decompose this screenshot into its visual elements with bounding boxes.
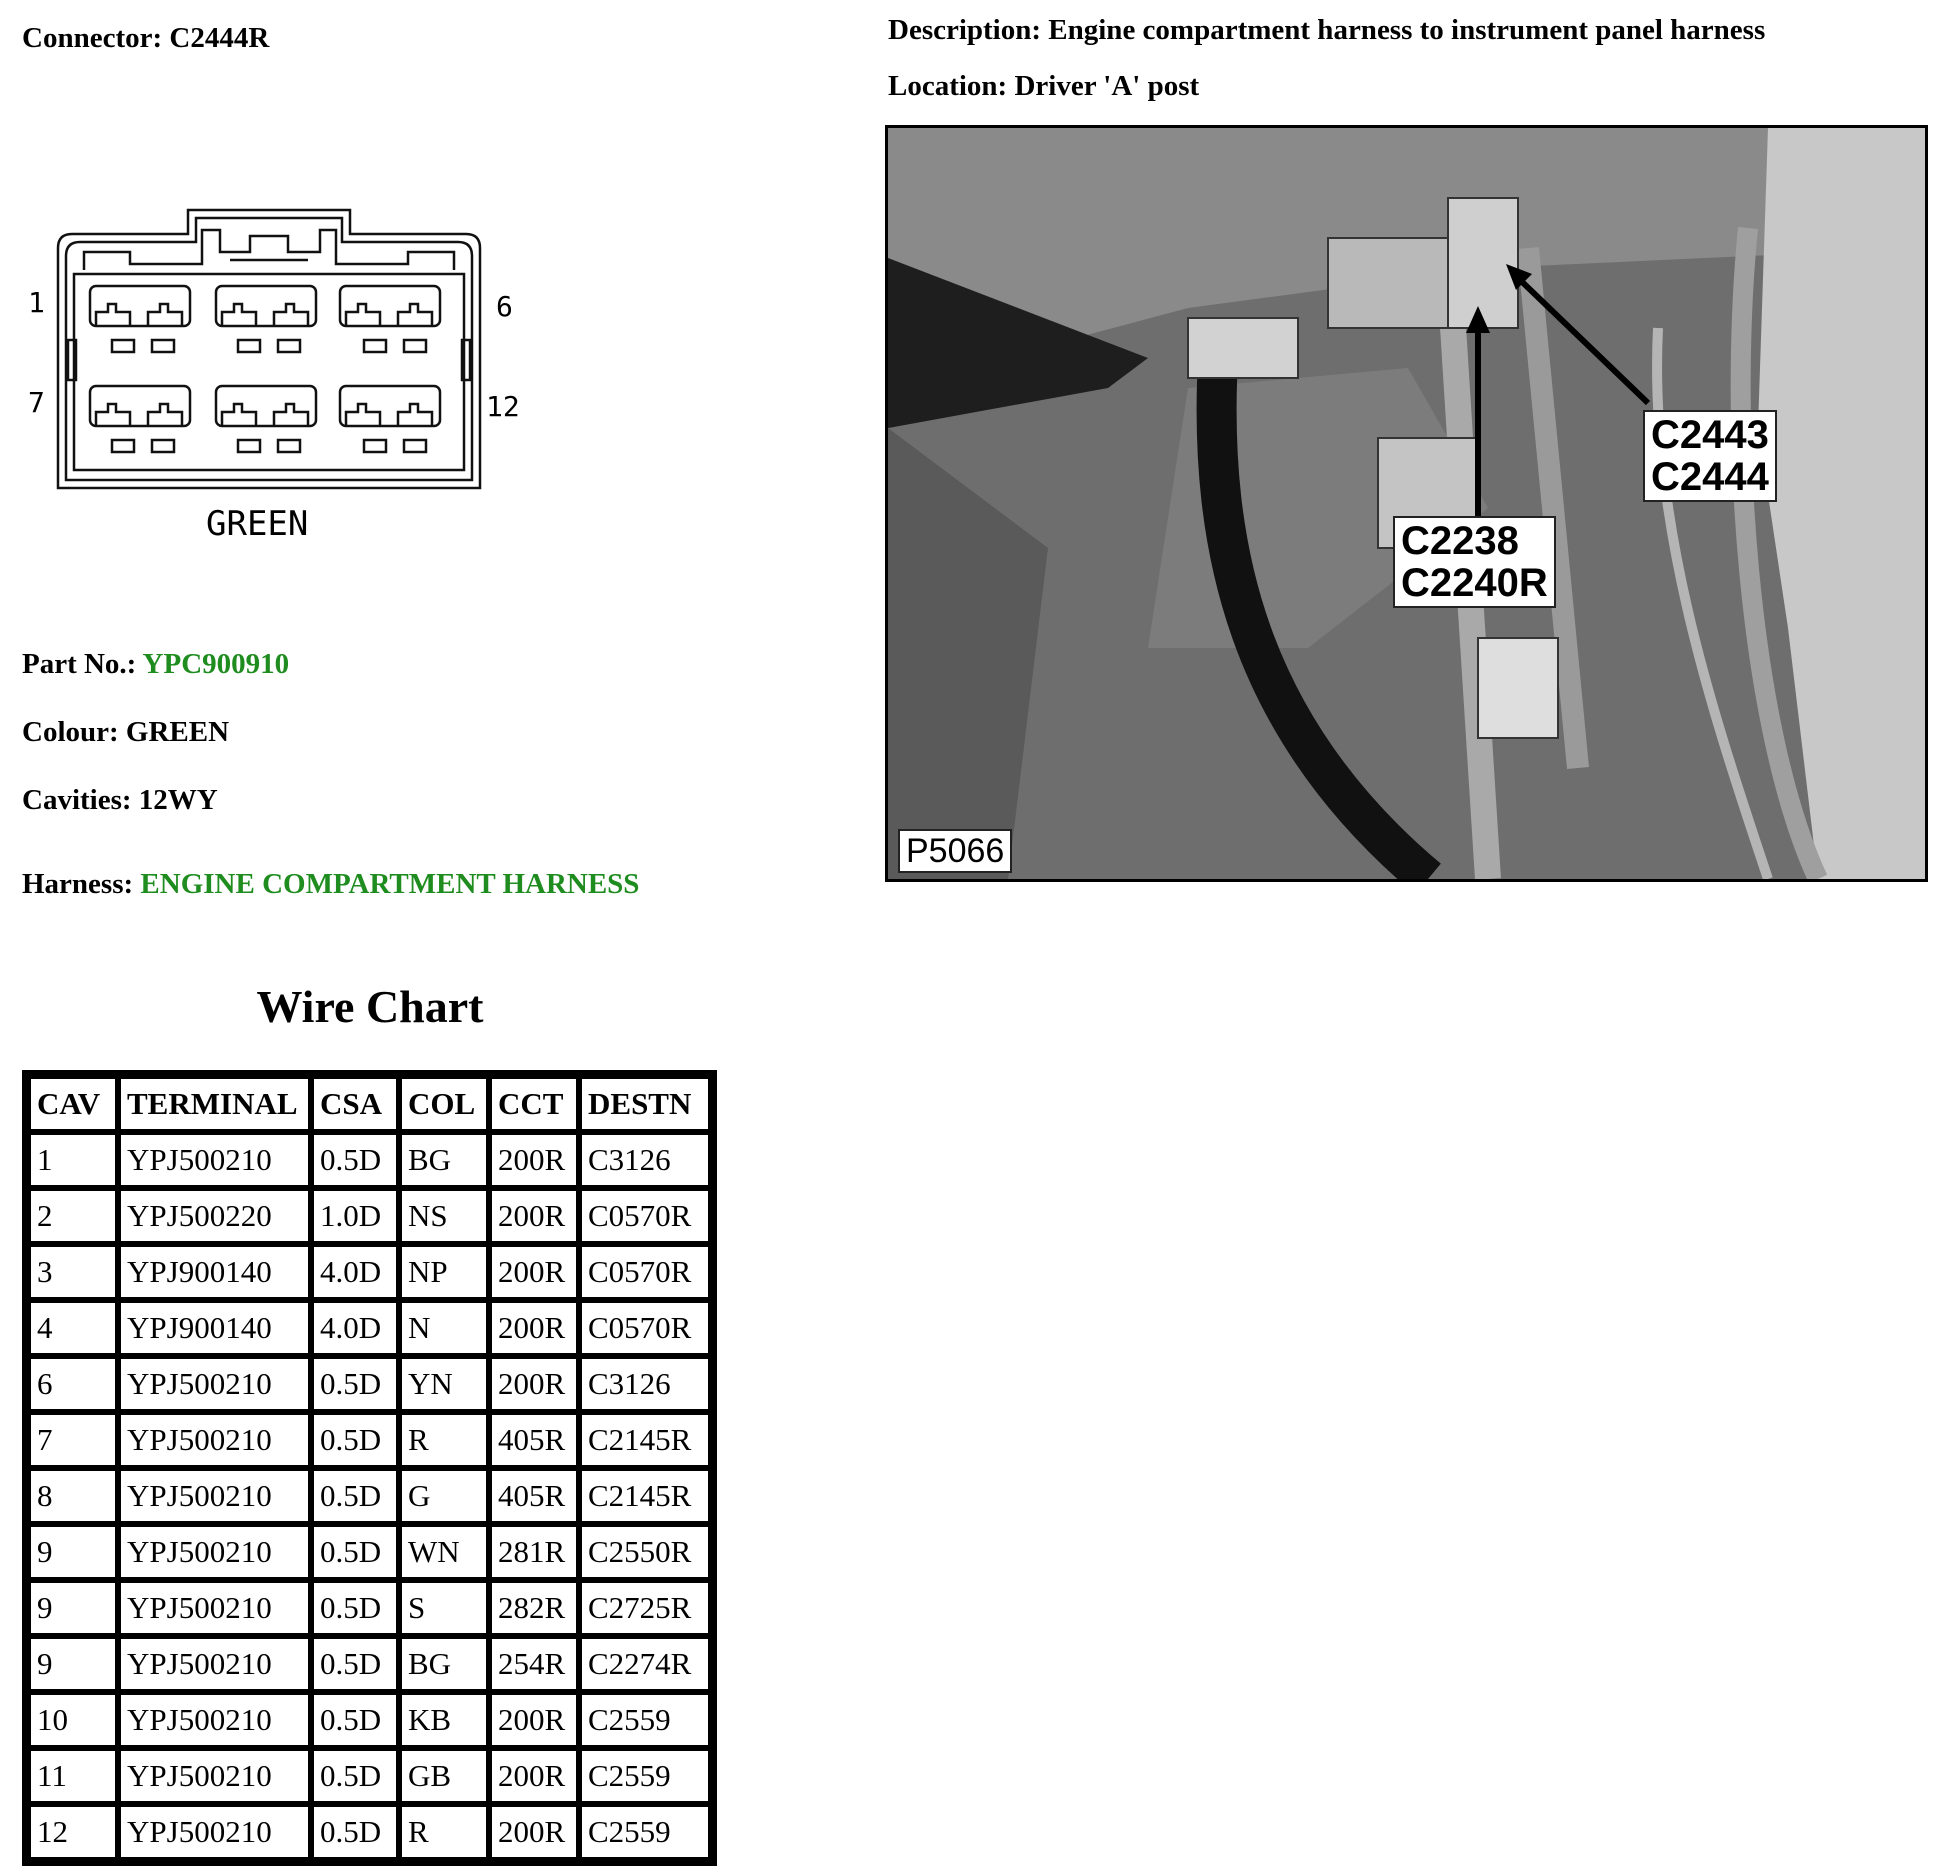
table-row: [28, 1244, 711, 1300]
harness-value: ENGINE COMPARTMENT HARNESS: [140, 868, 640, 900]
part-no-label: Part No.:: [22, 648, 137, 680]
cell-terminal: YPJ500210: [118, 1748, 311, 1804]
table-header-row: [28, 1076, 711, 1132]
cell-cav: 9: [28, 1524, 118, 1580]
location-illustration: [888, 128, 1925, 879]
cell-cav: 6: [28, 1356, 118, 1412]
cell-destn: C0570R: [579, 1300, 711, 1356]
cell-cct: 200R: [489, 1804, 579, 1860]
cell-csa: 0.5D: [311, 1132, 399, 1188]
connector-value: C2444R: [169, 22, 270, 54]
cell-destn: C2559: [579, 1748, 711, 1804]
pin-label-6: 6: [496, 290, 513, 323]
header-cav: CAV: [28, 1076, 118, 1132]
connector-label: Connector:: [22, 22, 163, 54]
connector-line: [22, 22, 269, 55]
cell-col: KB: [399, 1692, 489, 1748]
cell-csa: 0.5D: [311, 1524, 399, 1580]
cell-terminal: YPJ500210: [118, 1412, 311, 1468]
location-value: Driver 'A' post: [1014, 70, 1200, 102]
cell-terminal: YPJ500210: [118, 1356, 311, 1412]
cell-cav: 3: [28, 1244, 118, 1300]
part-no-value: YPC900910: [142, 648, 290, 680]
cell-csa: 0.5D: [311, 1636, 399, 1692]
header-terminal: TERMINAL: [118, 1076, 311, 1132]
cell-cct: 200R: [489, 1300, 579, 1356]
cell-cav: 9: [28, 1580, 118, 1636]
cavities-value: 12WY: [138, 784, 218, 816]
cell-cav: 7: [28, 1412, 118, 1468]
cell-col: WN: [399, 1524, 489, 1580]
cell-cct: 405R: [489, 1468, 579, 1524]
cell-cav: 4: [28, 1300, 118, 1356]
cell-csa: 4.0D: [311, 1244, 399, 1300]
cell-cav: 12: [28, 1804, 118, 1860]
colour-value: GREEN: [125, 716, 230, 748]
table-row: [28, 1412, 711, 1468]
part-no-line: [22, 648, 289, 681]
description-value: Engine compartment harness to instrument panel harness: [1048, 14, 1766, 46]
table-row: [28, 1636, 711, 1692]
cell-cct: 200R: [489, 1244, 579, 1300]
cell-csa: 0.5D: [311, 1692, 399, 1748]
cell-cct: 281R: [489, 1524, 579, 1580]
cell-csa: 0.5D: [311, 1468, 399, 1524]
cell-destn: C2559: [579, 1804, 711, 1860]
pin-label-12: 12: [486, 390, 520, 423]
callout-left-line-1: C2238: [1401, 519, 1519, 563]
wire-chart-body: [28, 1132, 711, 1860]
cell-destn: C2274R: [579, 1636, 711, 1692]
harness-label: Harness:: [22, 868, 134, 900]
cell-terminal: YPJ500210: [118, 1524, 311, 1580]
cell-destn: C2559: [579, 1692, 711, 1748]
location-photo: [885, 125, 1928, 882]
table-row: [28, 1748, 711, 1804]
cavities-label: Cavities:: [22, 784, 132, 816]
cell-cct: 254R: [489, 1636, 579, 1692]
cell-col: R: [399, 1412, 489, 1468]
cell-cct: 200R: [489, 1748, 579, 1804]
cell-cav: 9: [28, 1636, 118, 1692]
pin-label-1: 1: [28, 286, 45, 319]
cell-col: NS: [399, 1188, 489, 1244]
cell-csa: 0.5D: [311, 1580, 399, 1636]
cell-cct: 200R: [489, 1132, 579, 1188]
cell-destn: C2145R: [579, 1412, 711, 1468]
callout-right-line-2: C2444: [1651, 455, 1769, 499]
cell-terminal: YPJ500210: [118, 1692, 311, 1748]
header-col: COL: [399, 1076, 489, 1132]
cell-terminal: YPJ500210: [118, 1580, 311, 1636]
cell-col: R: [399, 1804, 489, 1860]
cell-cav: 1: [28, 1132, 118, 1188]
connector-drawing: [20, 200, 540, 560]
cell-destn: C2550R: [579, 1524, 711, 1580]
table-row: [28, 1356, 711, 1412]
callout-c2238-c2240r: [1393, 516, 1556, 608]
wire-chart-table: [22, 1070, 717, 1866]
table-row: [28, 1804, 711, 1860]
header-cct: CCT: [489, 1076, 579, 1132]
description-line: [888, 14, 1765, 47]
diagram-colour-caption: GREEN: [206, 504, 309, 544]
location-label: Location:: [888, 70, 1008, 102]
cell-destn: C2725R: [579, 1580, 711, 1636]
cell-terminal: YPJ500220: [118, 1188, 311, 1244]
photo-reference-code: P5066: [898, 829, 1012, 873]
colour-label: Colour:: [22, 716, 119, 748]
cell-terminal: YPJ500210: [118, 1468, 311, 1524]
cell-cct: 405R: [489, 1412, 579, 1468]
cell-csa: 1.0D: [311, 1188, 399, 1244]
cell-col: BG: [399, 1132, 489, 1188]
colour-line: [22, 716, 229, 749]
cell-destn: C3126: [579, 1356, 711, 1412]
cell-terminal: YPJ900140: [118, 1244, 311, 1300]
cell-cct: 282R: [489, 1580, 579, 1636]
cell-cav: 10: [28, 1692, 118, 1748]
cell-terminal: YPJ500210: [118, 1132, 311, 1188]
cell-terminal: YPJ500210: [118, 1804, 311, 1860]
cell-col: NP: [399, 1244, 489, 1300]
table-row: [28, 1132, 711, 1188]
cell-cav: 8: [28, 1468, 118, 1524]
table-row: [28, 1300, 711, 1356]
pin-label-7: 7: [28, 386, 45, 419]
callout-right-line-1: C2443: [1651, 413, 1769, 457]
cell-cav: 2: [28, 1188, 118, 1244]
callout-c2443-c2444: [1643, 410, 1777, 502]
cell-destn: C3126: [579, 1132, 711, 1188]
table-row: [28, 1692, 711, 1748]
cell-csa: 4.0D: [311, 1300, 399, 1356]
cell-cct: 200R: [489, 1692, 579, 1748]
callout-left-line-2: C2240R: [1401, 561, 1548, 605]
cell-col: GB: [399, 1748, 489, 1804]
cell-destn: C2145R: [579, 1468, 711, 1524]
cell-csa: 0.5D: [311, 1748, 399, 1804]
description-label: Description:: [888, 14, 1042, 46]
cavities-line: [22, 784, 218, 817]
cell-destn: C0570R: [579, 1244, 711, 1300]
cell-cct: 200R: [489, 1188, 579, 1244]
harness-line: [22, 868, 639, 901]
cell-cct: 200R: [489, 1356, 579, 1412]
cell-csa: 0.5D: [311, 1356, 399, 1412]
header-destn: DESTN: [579, 1076, 711, 1132]
table-row: [28, 1580, 711, 1636]
table-row: [28, 1524, 711, 1580]
connector-face-diagram: [20, 200, 540, 560]
cell-terminal: YPJ500210: [118, 1636, 311, 1692]
cell-csa: 0.5D: [311, 1804, 399, 1860]
header-csa: CSA: [311, 1076, 399, 1132]
cell-col: BG: [399, 1636, 489, 1692]
cell-csa: 0.5D: [311, 1412, 399, 1468]
location-line: [888, 70, 1199, 103]
table-row: [28, 1468, 711, 1524]
wire-chart-title: Wire Chart: [256, 981, 484, 1032]
cell-destn: C0570R: [579, 1188, 711, 1244]
table-row: [28, 1188, 711, 1244]
cell-cav: 11: [28, 1748, 118, 1804]
cell-col: N: [399, 1300, 489, 1356]
cell-col: S: [399, 1580, 489, 1636]
cell-col: G: [399, 1468, 489, 1524]
cell-terminal: YPJ900140: [118, 1300, 311, 1356]
cell-col: YN: [399, 1356, 489, 1412]
